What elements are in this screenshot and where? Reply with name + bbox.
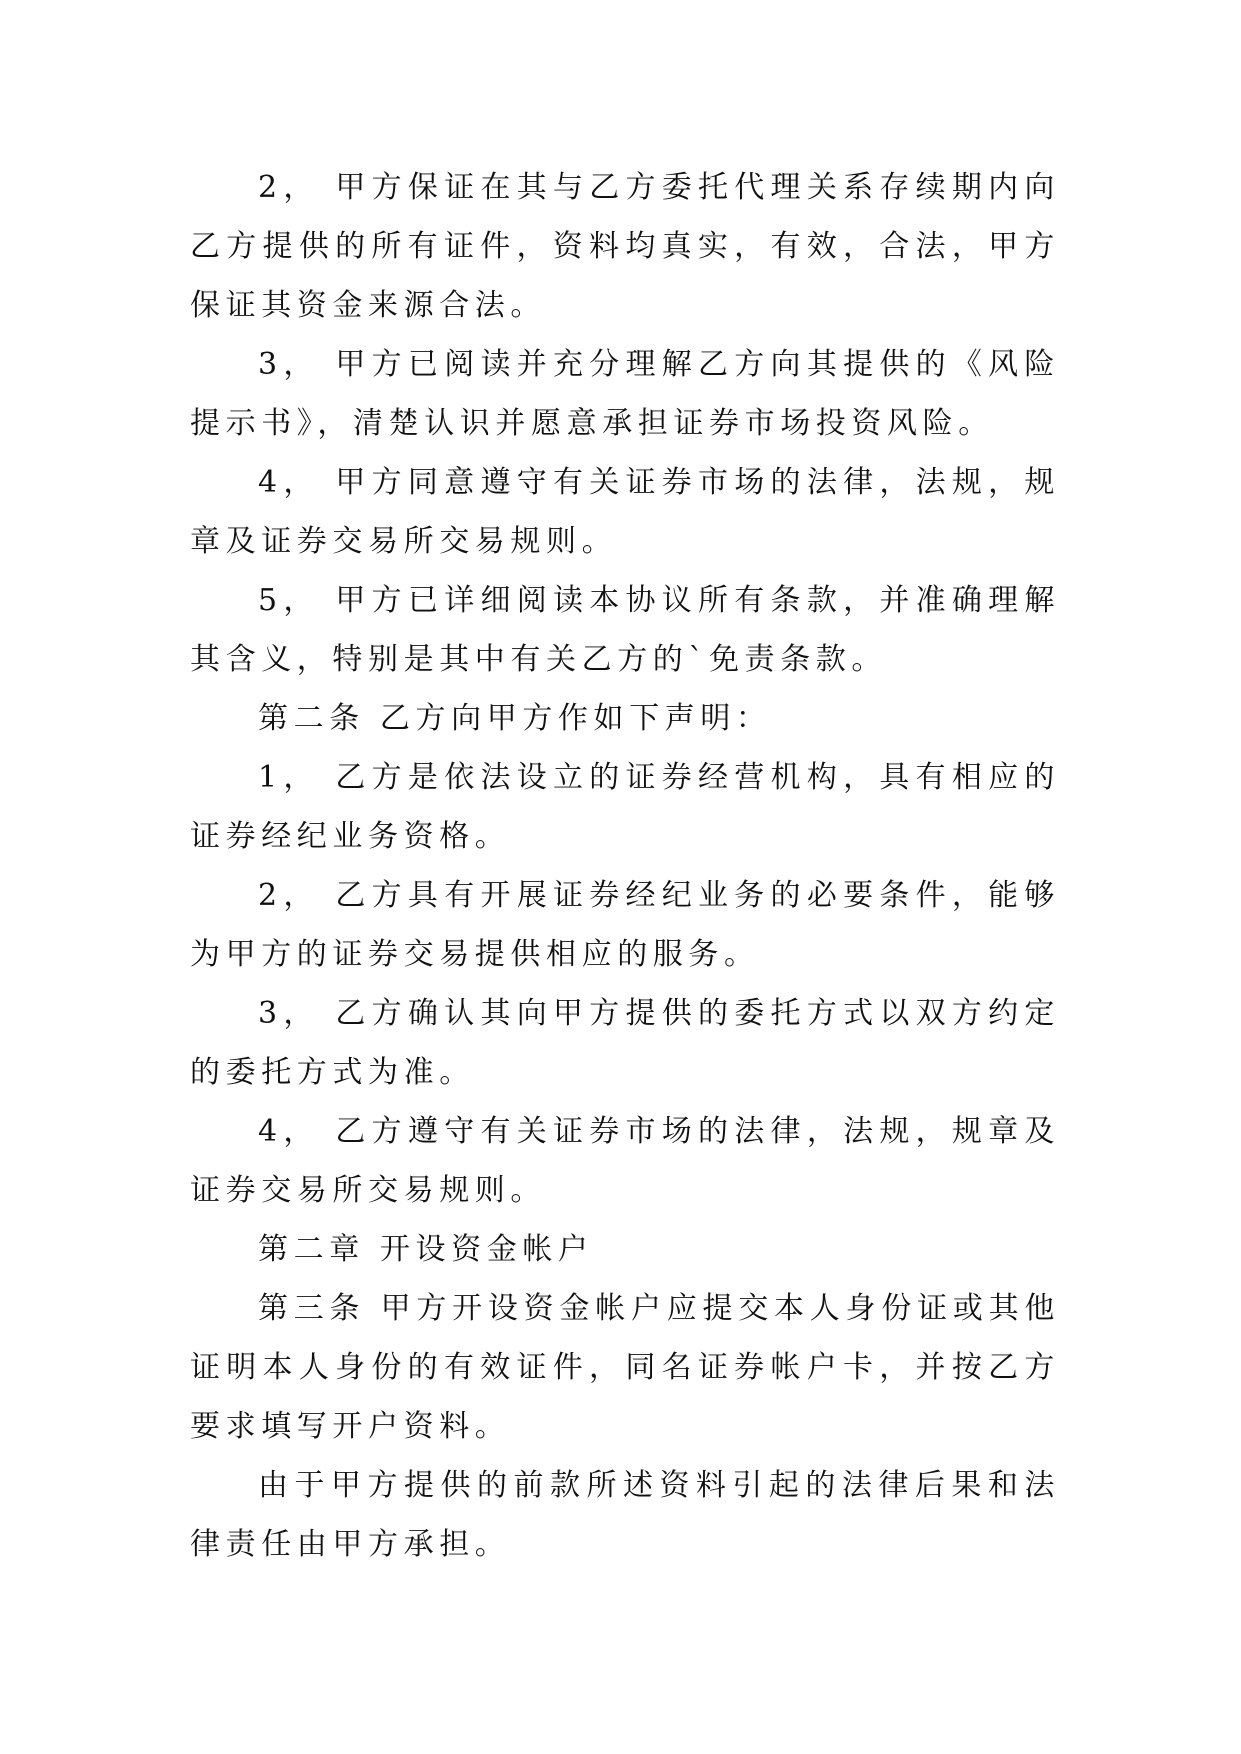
document-page [190, 158, 1060, 1574]
article-2-heading: 第二条 乙方向甲方作如下声明： [258, 701, 772, 736]
paragraph-party-b-3: 3， 乙方确认其向甲方提供的委托方式以双方约定的委托方式为准。 [190, 996, 1060, 1090]
chapter-2-heading: 第二章 开设资金帐户 [258, 1232, 594, 1267]
article-3-paragraph: 第三条 甲方开设资金帐户应提交本人身份证或其他证明本人身份的有效证件，同名证券帐户卡，并按乙方要求填写开户资料。 [190, 1291, 1060, 1444]
paragraph-clause-2-guarantee: 2， 甲方保证在其与乙方委托代理关系存续期内向乙方提供的所有证件，资料均真实，有效，合法，甲方保证其资金来源合法。 [190, 170, 1060, 323]
paragraph-party-b-1: 1， 乙方是依法设立的证券经营机构，具有相应的证券经纪业务资格。 [190, 760, 1060, 854]
paragraph-clause-3-risk-notice: 3， 甲方已阅读并充分理解乙方向其提供的《风险提示书》，清楚认识并愿意承担证券市场投资风险。 [190, 347, 1060, 441]
paragraph-party-b-2: 2， 乙方具有开展证券经纪业务的必要条件，能够为甲方的证券交易提供相应的服务。 [190, 878, 1060, 972]
paragraph-party-b-4: 4， 乙方遵守有关证券市场的法律，法规，规章及证券交易所交易规则。 [190, 1114, 1060, 1208]
paragraph-clause-4-compliance: 4， 甲方同意遵守有关证券市场的法律，法规，规章及证券交易所交易规则。 [190, 465, 1060, 559]
liability-paragraph: 由于甲方提供的前款所述资料引起的法律后果和法律责任由甲方承担。 [190, 1468, 1060, 1562]
paragraph-clause-5-terms: 5， 甲方已详细阅读本协议所有条款，并准确理解其含义，特别是其中有关乙方的`免责条款。 [190, 583, 1060, 677]
